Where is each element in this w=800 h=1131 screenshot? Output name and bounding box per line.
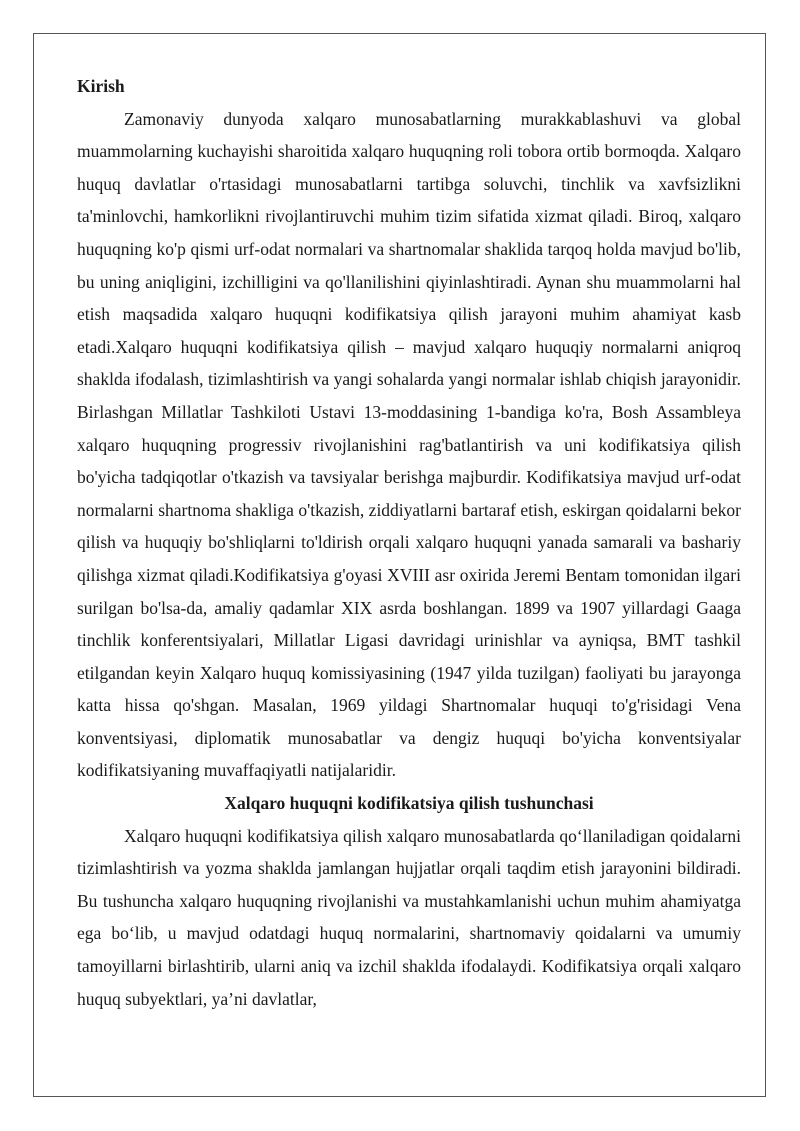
document-body xyxy=(77,70,741,1015)
heading-concept: Xalqaro huquqni kodifikatsiya qilish tushunchasi xyxy=(224,793,594,814)
paragraph-concept: Xalqaro huquqni kodifikatsiya qilish xalqaro munosabatlarda qo‘llaniladigan qoidalarni tizimlashtirish va yozma shaklda jamlangan hujjatlar orqali taqdim etish jarayonini bildiradi. Bu tushuncha xalqaro huquqning rivojlanishi va mustahkamlanishi uchun muhim ahamiyatga ega bo‘lib, u mavjud odatdagi huquq normalarini, shartnomaviy qoidalarni va umumiy tamoyillarni birlashtirib, ularni aniq va izchil shaklda ifodalaydi. Kodifikatsiya orqali xalqaro huquq subyektlari, ya’ni davlatlar, xyxy=(77,825,741,1009)
heading-intro: Kirish xyxy=(77,76,125,96)
paragraph-intro: Zamonaviy dunyoda xalqaro munosabatlarning murakkablashuvi va global muammolarning kuchayishi sharoitida xalqaro huquqning roli tobora ortib bormoqda. Xalqaro huquq davlatlar o'rtasidagi munosabatlarni tartibga soluvchi, tinchlik va xavfsizlikni ta'minlovchi, hamkorlikni rivojlantiruvchi muhim tizim sifatida xizmat qiladi. Biroq, xalqaro huquqning ko'p qismi urf-odat normalari va shartnomalar shaklida tarqoq holda mavjud bo'lib, bu uning aniqligini, izchilligini va qo'llanilishini qiyinlashtiradi. Aynan shu muammolarni hal etish maqsadida xalqaro huquqni kodifikatsiya qilish jarayoni muhim ahamiyat kasb etadi.Xalqaro huquqni kodifikatsiya qilish – mavjud xalqaro huquqiy normalarni aniqroq shaklda ifodalash, tizimlashtirish va yangi sohalarda yangi normalar ishlab chiqish jarayonidir. Birlashgan Millatlar Tashkiloti Ustavi 13-moddasining 1-bandiga ko'ra, Bosh Assambleya xalqaro huquqning progressiv rivojlanishini rag'batlantirish va uni kodifikatsiya qilish bo'yicha tadqiqotlar o'tkazish va tavsiyalar berishga majburdir. Kodifikatsiya mavjud urf-odat normalarni shartnoma shakliga o'tkazish, ziddiyatlarni bartaraf etish, eskirgan qoidalarni bekor qilish va huquqiy bo'shliqlarni to'ldirish orqali xalqaro huquqni yanada samarali va bashariy qilishga xizmat qiladi.Kodifikatsiya g'oyasi XVIII asr oxirida Jeremi Bentam tomonidan ilgari surilgan bo'lsa-da, amaliy qadamlar XIX asrda boshlangan. 1899 va 1907 yillardagi Gaaga tinchlik konferentsiyalari, Millatlar Ligasi davridagi urinishlar va ayniqsa, BMT tashkil etilgandan keyin Xalqaro huquq komissiyasining (1947 yilda tuzilgan) faoliyati bu jarayonga katta hissa qo'shgan. Masalan, 1969 yildagi Shartnomalar huquqi to'g'risidagi Vena konventsiyasi, diplomatik munosabatlar va dengiz huquqi bo'yicha konventsiyalar kodifikatsiyaning muvaffaqiyatli natijalaridir. xyxy=(77,108,741,781)
